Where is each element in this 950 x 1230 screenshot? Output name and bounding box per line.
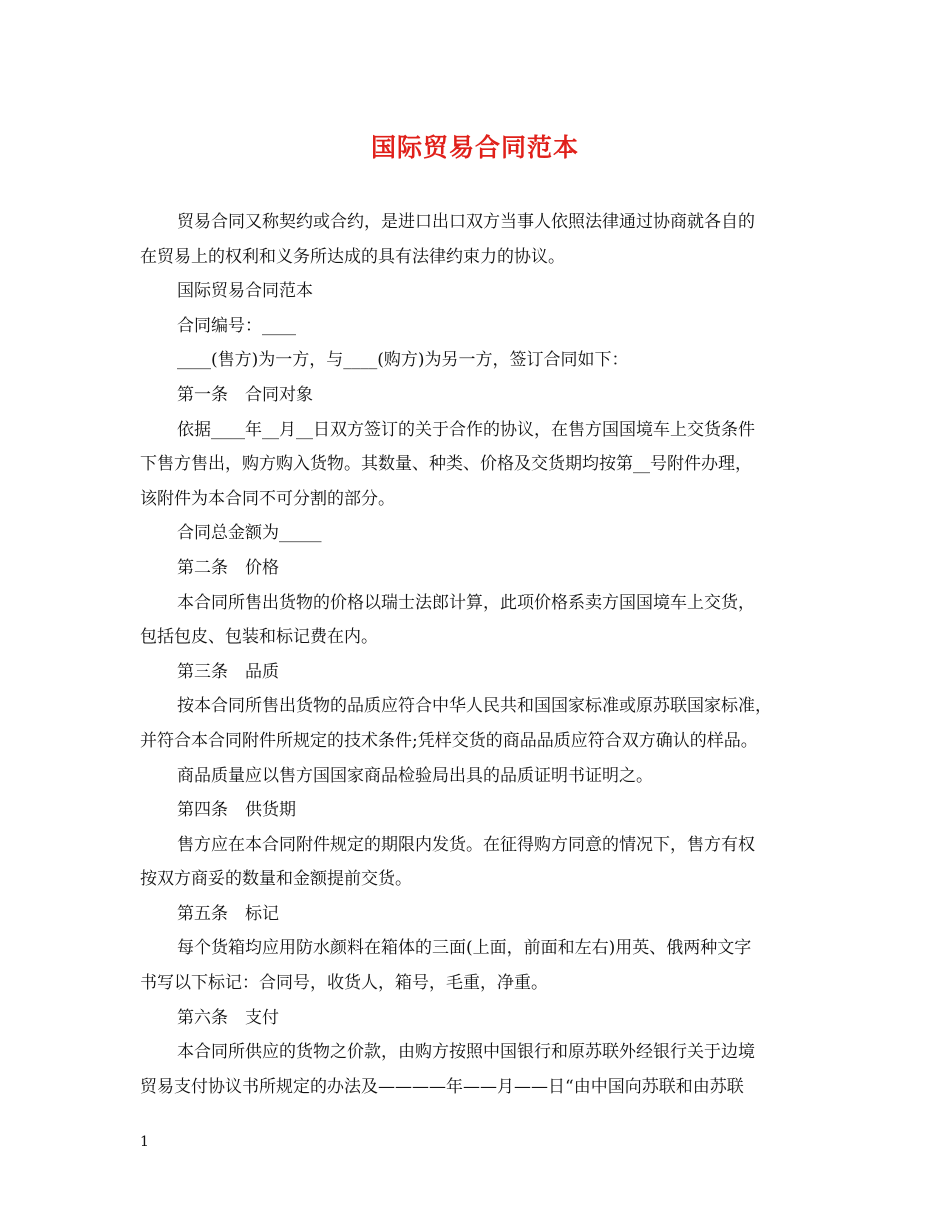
paragraph-line: 在贸易上的权利和义务所达成的具有法律约束力的协议。 <box>140 246 565 267</box>
paragraph-line: ____(售方)为一方，与____(购方)为另一方，签订合同如下： <box>177 350 629 371</box>
paragraph-line: 合同编号：____ <box>177 315 296 336</box>
paragraph-line: 书写以下标记：合同号，收货人，箱号，毛重，净重。 <box>140 973 548 994</box>
paragraph-line: 按本合同所售出货物的品质应符合中华人民共和国国家标准或原苏联国家标准， <box>177 696 772 717</box>
paragraph-line: 贸易支付协议书所规定的办法及————年——月——日“由中国向苏联和由苏联 <box>140 1076 744 1097</box>
paragraph-line: 第一条 合同对象 <box>177 384 313 405</box>
paragraph-line: 国际贸易合同范本 <box>177 281 313 302</box>
paragraph-line: 每个货箱均应用防水颜料在箱体的三面(上面，前面和左右)用英、俄两种文字 <box>177 938 752 959</box>
paragraph-line: 贸易合同又称契约或合约，是进口出口双方当事人依照法律通过协商就各自的 <box>177 212 755 232</box>
paragraph-line: 本合同所售出货物的价格以瑞士法郎计算，此项价格系卖方国国境车上交货， <box>177 592 755 613</box>
paragraph-line: 下售方售出，购方购入货物。其数量、种类、价格及交货期均按第__号附件办理， <box>140 454 752 475</box>
paragraph-line: 第六条 支付 <box>177 1007 279 1028</box>
paragraph-line: 商品质量应以售方国国家商品检验局出具的品质证明书证明之。 <box>177 765 653 786</box>
paragraph-line: 依据____年__月__日双方签订的关于合作的协议，在售方国国境车上交货条件 <box>177 419 755 440</box>
document-body <box>140 205 820 1104</box>
paragraph-line: 第二条 价格 <box>177 557 279 578</box>
paragraph-line: 该附件为本合同不可分割的部分。 <box>140 488 395 509</box>
paragraph-line: 第三条 品质 <box>177 661 279 682</box>
page-number: 1 <box>140 1134 149 1150</box>
paragraph-line: 本合同所供应的货物之价款，由购方按照中国银行和原苏联外经银行关于边境 <box>177 1042 755 1063</box>
paragraph-line: 按双方商妥的数量和金额提前交货。 <box>140 869 412 890</box>
paragraph-line: 并符合本合同附件所规定的技术条件;凭样交货的商品品质应符合双方确认的样品。 <box>140 730 758 751</box>
paragraph-line: 售方应在本合同附件规定的期限内发货。在征得购方同意的情况下，售方有权 <box>177 834 755 855</box>
paragraph-line: 合同总金额为_____ <box>177 523 322 544</box>
document-title: 国际贸易合同范本 <box>370 133 579 162</box>
paragraph-line: 第五条 标记 <box>177 903 279 924</box>
paragraph-line: 包括包皮、包装和标记费在内。 <box>140 627 378 648</box>
paragraph-line: 第四条 供货期 <box>177 800 296 821</box>
